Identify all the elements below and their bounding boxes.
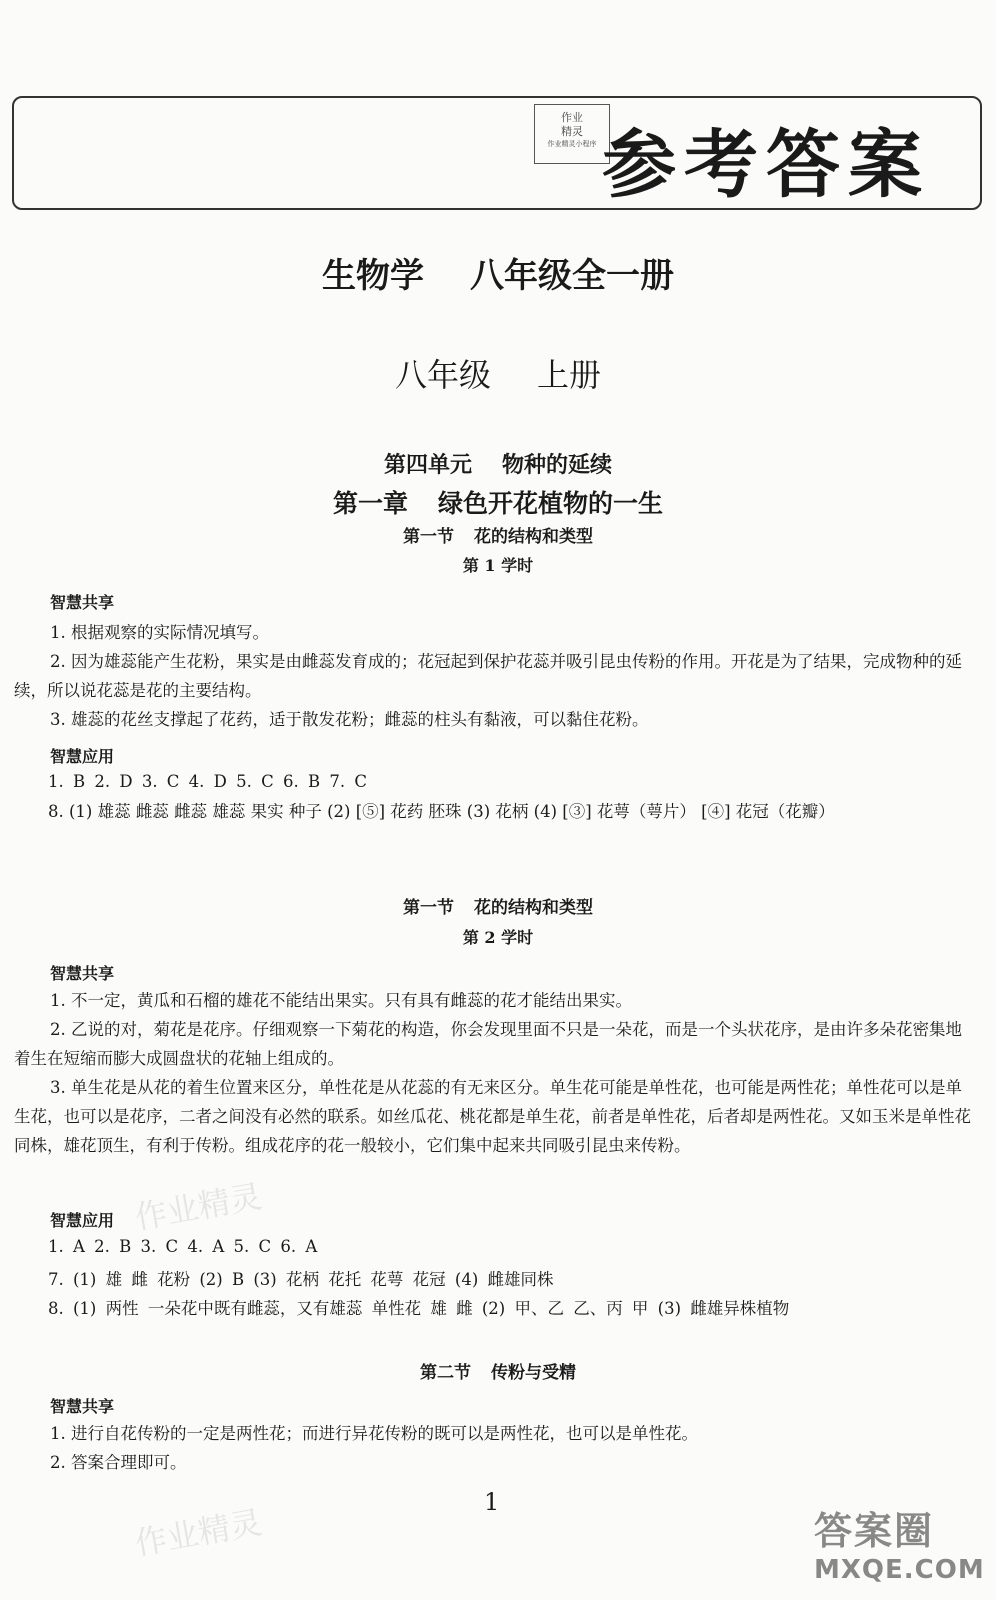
apply-answers-line2: 8. (1) 雄蕊 雌蕊 雌蕊 雄蕊 果实 种子 (2) [⑤] 花药 胚珠 (3) 花柄 (4) [③] 花萼（萼片） [④] 花冠（花瓣） — [48, 802, 835, 821]
watermark-url: MXQE.COM — [814, 1555, 985, 1585]
apply-answers-line1: 1. A 2. B 3. C 4. A 5. C 6. A — [48, 1237, 318, 1256]
unit-name: 物种的延续 — [502, 453, 613, 478]
stamp-logo — [534, 104, 610, 164]
grade-title — [0, 350, 996, 396]
lesson-title: 第 2 学时 — [462, 928, 534, 947]
unit-number: 第四单元 — [383, 453, 472, 478]
section-number: 第一节 — [403, 898, 454, 918]
chapter-name: 绿色开花植物的一生 — [438, 489, 664, 518]
lesson-title: 第 1 学时 — [462, 556, 534, 575]
share-answer-2: 2. 因为雄蕊能产生花粉，果实是由雌蕊发育成的；花冠起到保护花蕊并吸引昆虫传粉的作用。开花是为了结果，完成物种的延续，所以说花蕊是花的主要结构。 — [14, 652, 962, 700]
apply-answers-line3: 8. (1) 两性 一朵花中既有雌蕊，又有雄蕊 单性花 雄 雌 (2) 甲、乙 乙、丙 甲 (3) 雌雄异株植物 — [48, 1299, 790, 1318]
chapter-number: 第一章 — [332, 489, 408, 518]
page-number: 1 — [484, 1488, 500, 1516]
section-title — [0, 522, 996, 547]
share-answer-1: 1. 进行自花传粉的一定是两性花；而进行异花传粉的既可以是两性花，也可以是单性花。 — [50, 1424, 698, 1443]
share-answer-3: 3. 雄蕊的花丝支撑起了花药，适于散发花粉；雌蕊的柱头有黏液，可以黏住花粉。 — [50, 710, 649, 729]
watermark-text: 作业精灵 — [132, 1503, 265, 1563]
section-name: 花的结构和类型 — [474, 898, 593, 918]
watermark-logo — [814, 1500, 985, 1592]
share-label: 智慧共享 — [50, 964, 115, 983]
book-volume: 八年级全一册 — [470, 256, 674, 296]
apply-answers-line2: 7. (1) 雄 雌 花粉 (2) B (3) 花柄 花托 花萼 花冠 (4) 雌雄同株 — [48, 1270, 554, 1289]
section-name: 花的结构和类型 — [474, 527, 593, 547]
book-subject: 生物学 — [322, 256, 424, 296]
grade-name: 八年级 — [394, 356, 491, 394]
section-name: 传粉与受精 — [491, 1363, 576, 1383]
title-banner — [12, 96, 982, 210]
banner-title: 参考答案 — [602, 122, 930, 208]
section-title — [0, 893, 996, 918]
share-label: 智慧共享 — [50, 1397, 115, 1416]
share-answer-1: 1. 根据观察的实际情况填写。 — [50, 623, 269, 642]
apply-label: 智慧应用 — [50, 747, 115, 766]
apply-answers-line1: 1. B 2. D 3. C 4. D 5. C 6. B 7. C — [48, 772, 367, 791]
chapter-title — [0, 484, 996, 520]
share-answer-2: 2. 答案合理即可。 — [50, 1453, 187, 1472]
apply-label: 智慧应用 — [50, 1211, 115, 1230]
watermark-logo-text: 答案圈 — [814, 1509, 935, 1553]
stamp-small: 作业精灵小程序 — [547, 140, 597, 148]
share-answer-1: 1. 不一定，黄瓜和石榴的雄花不能结出果实。只有具有雌蕊的花才能结出果实。 — [50, 991, 632, 1010]
section-number: 第二节 — [420, 1363, 471, 1383]
book-title — [0, 248, 996, 297]
stamp-line1: 作业 — [561, 111, 583, 124]
section-title — [0, 1358, 996, 1383]
share-label: 智慧共享 — [50, 593, 115, 612]
unit-title — [0, 448, 996, 479]
share-answer-2: 2. 乙说的对，菊花是花序。仔细观察一下菊花的构造，你会发现里面不只是一朵花，而是一个头状花序，是由许多朵花密集地着生在短缩而膨大成圆盘状的花轴上组成的。 — [14, 1020, 962, 1068]
section-number: 第一节 — [403, 527, 454, 547]
stamp-line2: 精灵 — [561, 125, 583, 138]
grade-part: 上册 — [537, 356, 602, 394]
share-answer-3: 3. 单生花是从花的着生位置来区分，单性花是从花蕊的有无来区分。单生花可能是单性花，也可能是两性花；单性花可以是单生花，也可以是花序，二者之间没有必然的联系。如丝瓜花、桃花都是单生花，前者是单性花，后者却是两性花。又如玉米是单性花同株，雄花顶生，有利于传粉。组成花序的花一般较小，它们集中起来共同吸引昆虫来传粉。 — [14, 1078, 971, 1155]
watermark-text: 作业精灵 — [132, 1177, 265, 1237]
